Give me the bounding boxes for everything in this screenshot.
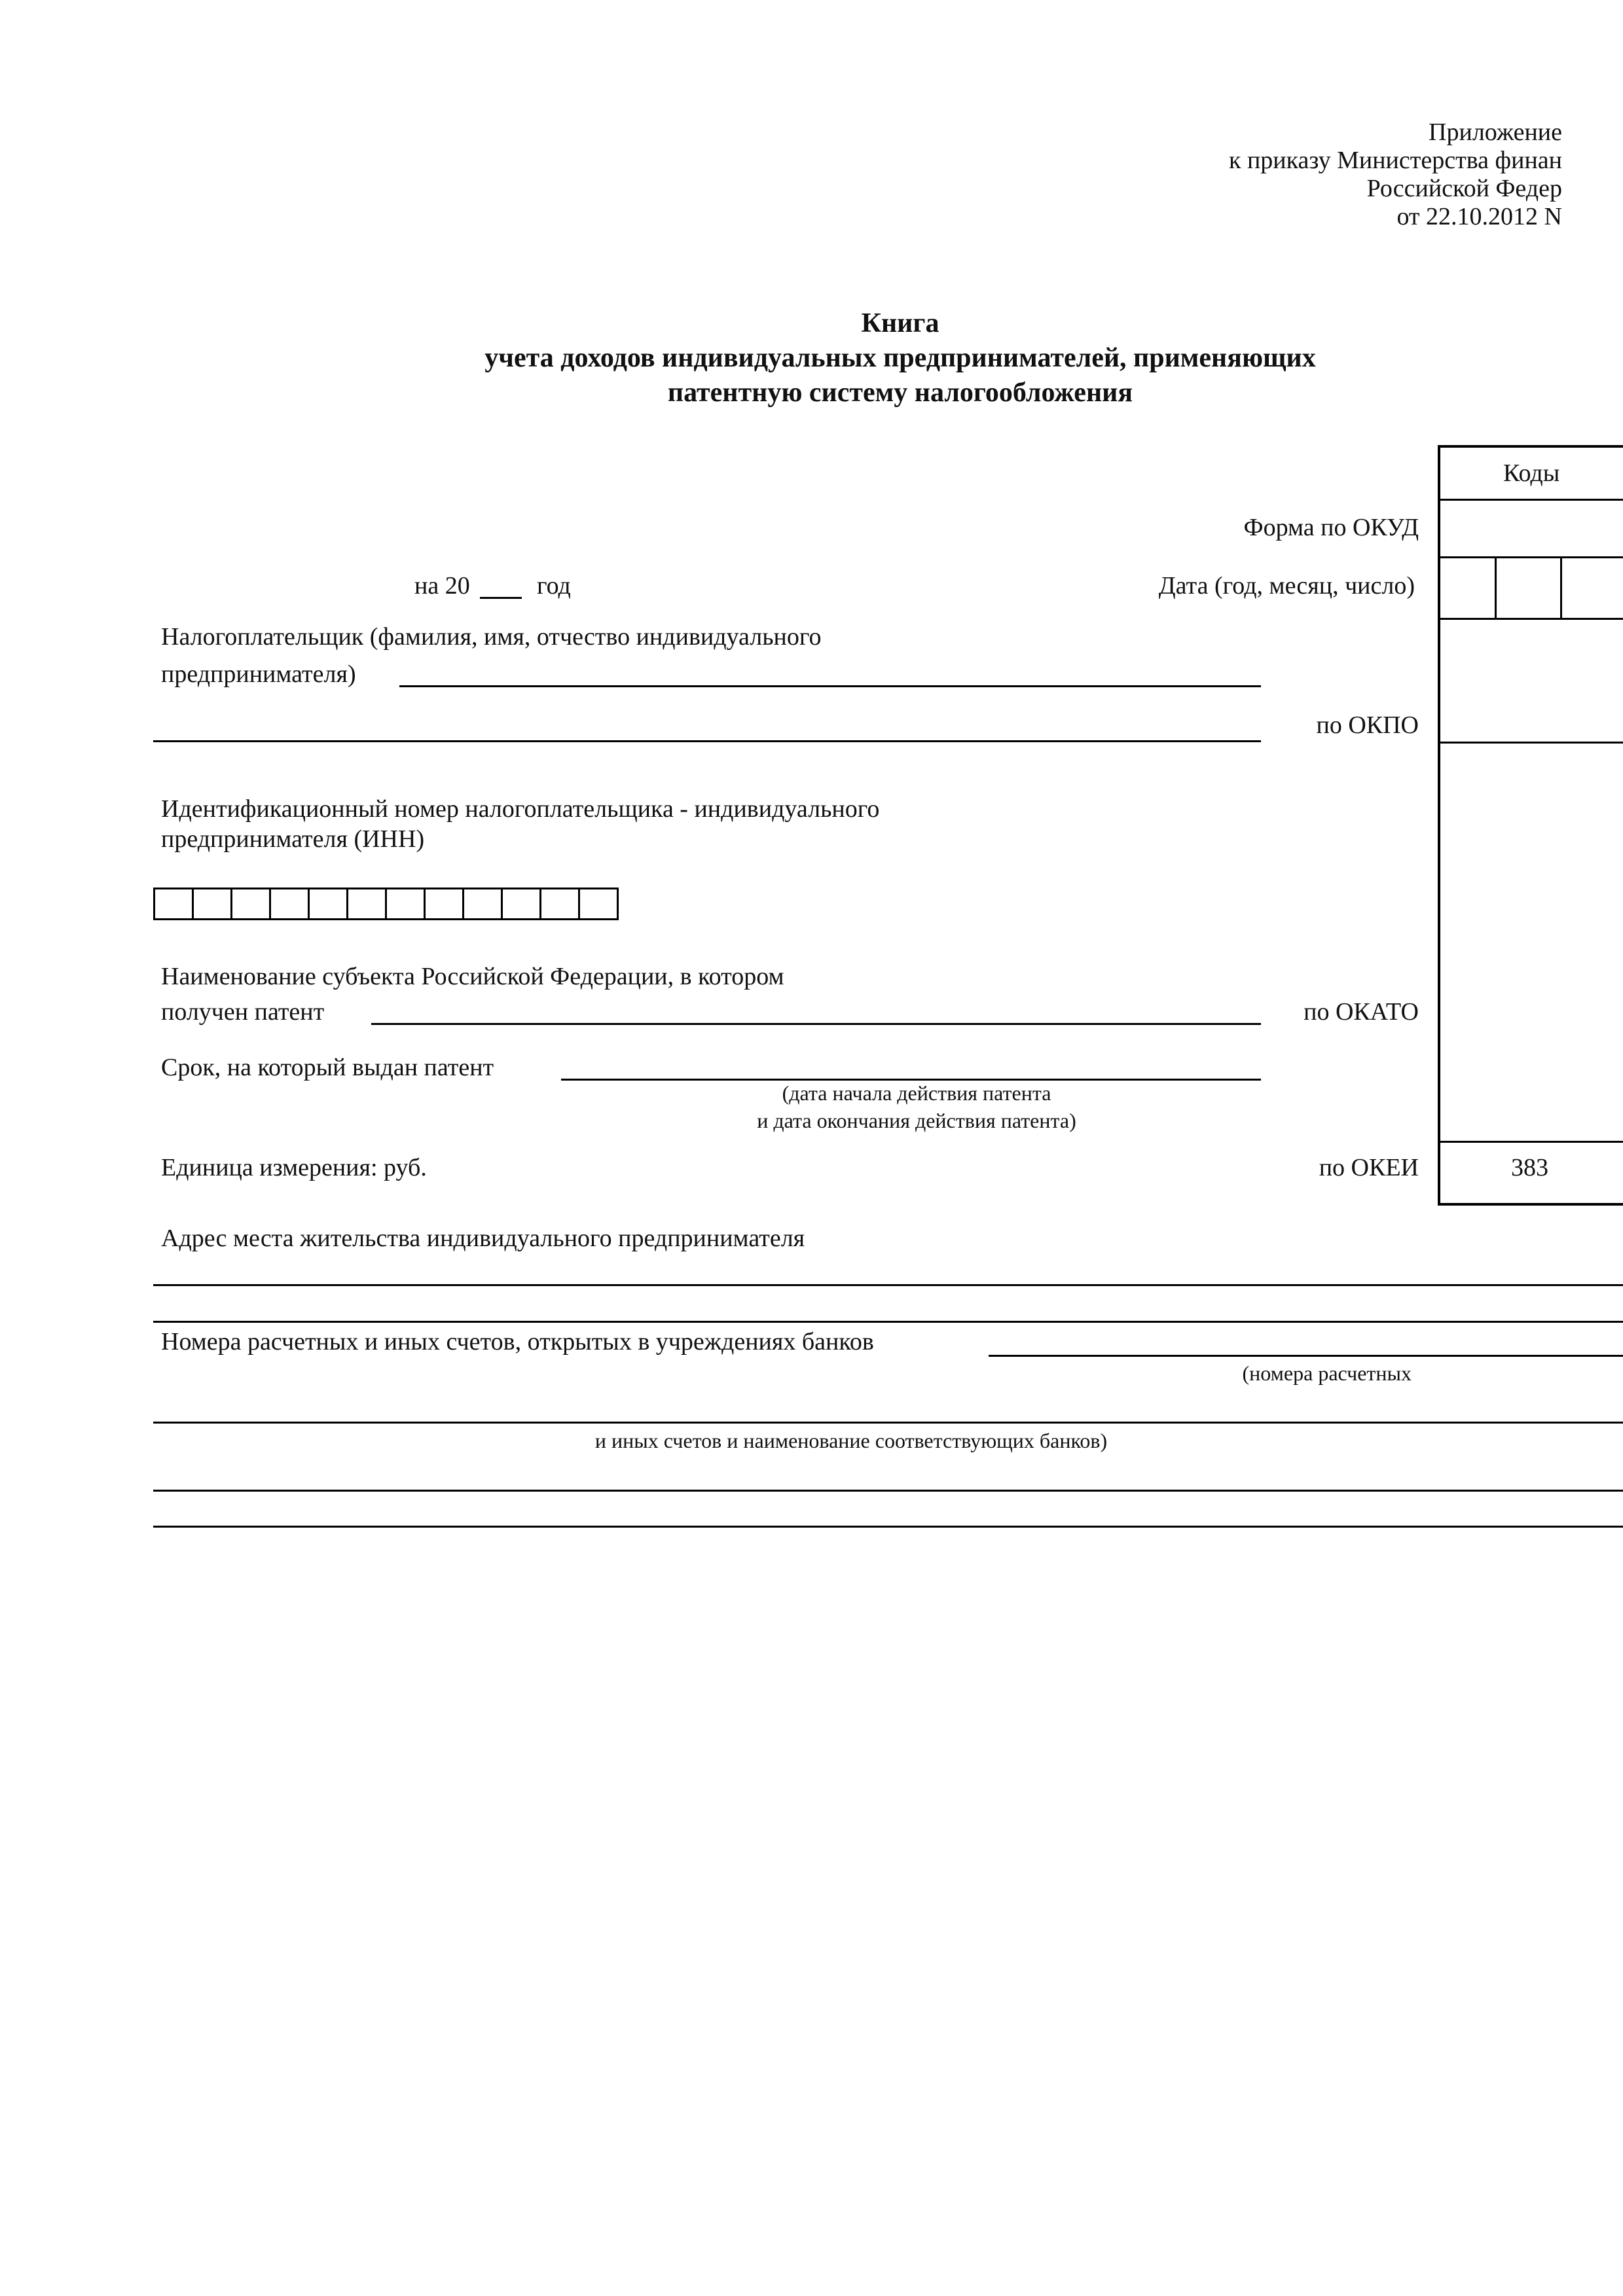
date-cell-divider-2 xyxy=(1560,556,1562,619)
accounts-label: Номера расчетных и иных счетов, открытых в учреждениях банков xyxy=(161,1328,874,1355)
okpo-cell-bottom xyxy=(1438,742,1623,744)
okei-value: 383 xyxy=(1511,1154,1548,1181)
term-hint-2: и дата окончания действия патента) xyxy=(757,1109,1076,1132)
accounts-line-3[interactable] xyxy=(153,1490,1623,1492)
title-main: Книга xyxy=(861,308,939,338)
accounts-hint-1: (номера расчетных xyxy=(1242,1361,1412,1385)
inn-cell[interactable] xyxy=(578,888,619,920)
inn-cell[interactable] xyxy=(539,888,580,920)
title-line-3: патентную систему налогообложения xyxy=(667,378,1133,408)
date-cell-bottom xyxy=(1438,618,1623,620)
term-label: Срок, на который выдан патент xyxy=(161,1054,494,1081)
accounts-hint-2: и иных счетов и наименование соответствующих банков) xyxy=(594,1429,1108,1452)
okei-label: по ОКЕИ xyxy=(1319,1154,1419,1181)
subject-line[interactable] xyxy=(371,1023,1261,1025)
codes-top-border xyxy=(1438,445,1623,448)
inn-label-2: предпринимателя (ИНН) xyxy=(161,825,425,853)
address-line-2[interactable] xyxy=(153,1321,1623,1323)
inn-cell[interactable] xyxy=(424,888,464,920)
federation-label: Российской Федер xyxy=(1366,175,1562,202)
okpo-label: по ОКПО xyxy=(1316,711,1419,739)
appendix-label: Приложение xyxy=(1429,118,1562,146)
taxpayer-name-line[interactable] xyxy=(399,685,1261,687)
inn-cell[interactable] xyxy=(346,888,387,920)
order-date-label: от 22.10.2012 N xyxy=(1396,203,1562,230)
okei-cell-bottom xyxy=(1438,1203,1623,1206)
year-suffix-label: год xyxy=(537,572,571,600)
inn-cell[interactable] xyxy=(153,888,194,920)
subject-label-2: получен патент xyxy=(161,998,325,1026)
inn-cell[interactable] xyxy=(230,888,271,920)
okato-label: по ОКАТО xyxy=(1304,998,1419,1026)
codes-header: Коды xyxy=(1503,459,1560,487)
order-label: к приказу Министерства финан xyxy=(1228,147,1562,174)
taxpayer-name-line-2[interactable] xyxy=(153,740,1261,742)
inn-cell[interactable] xyxy=(385,888,426,920)
address-line-1[interactable] xyxy=(153,1284,1623,1286)
inn-cell[interactable] xyxy=(308,888,348,920)
date-cell-divider-1 xyxy=(1495,556,1497,619)
title-line-2: учета доходов индивидуальных предпринимателей, применяющих xyxy=(484,343,1316,373)
okud-label: Форма по ОКУД xyxy=(1243,514,1419,541)
term-hint-1: (дата начала действия патента xyxy=(782,1081,1051,1105)
accounts-line-4[interactable] xyxy=(153,1526,1623,1528)
subject-label-1: Наименование субъекта Российской Федерации, в котором xyxy=(161,963,784,990)
inn-cell[interactable] xyxy=(192,888,232,920)
codes-column-border xyxy=(1438,445,1440,1206)
taxpayer-label-1: Налогоплательщик (фамилия, имя, отчество индивидуального xyxy=(161,623,822,651)
accounts-line-2[interactable] xyxy=(153,1422,1623,1424)
inn-cell[interactable] xyxy=(269,888,310,920)
inn-label-1: Идентификационный номер налогоплательщика - индивидуального xyxy=(161,795,880,823)
unit-label: Единица измерения: руб. xyxy=(161,1154,427,1181)
date-label: Дата (год, месяц, число) xyxy=(1158,572,1415,600)
taxpayer-label-2: предпринимателя) xyxy=(161,660,356,688)
codes-header-divider xyxy=(1438,499,1623,501)
inn-cells[interactable] xyxy=(153,888,617,920)
address-label: Адрес места жительства индивидуального предпринимателя xyxy=(161,1225,805,1252)
inn-cell[interactable] xyxy=(462,888,503,920)
year-prefix-label: на 20 xyxy=(414,572,470,600)
year-input-line[interactable] xyxy=(480,597,522,599)
inn-cell[interactable] xyxy=(501,888,541,920)
okato-cell-bottom xyxy=(1438,1141,1623,1143)
okud-cell-bottom xyxy=(1438,556,1623,558)
accounts-line-1[interactable] xyxy=(989,1355,1623,1357)
